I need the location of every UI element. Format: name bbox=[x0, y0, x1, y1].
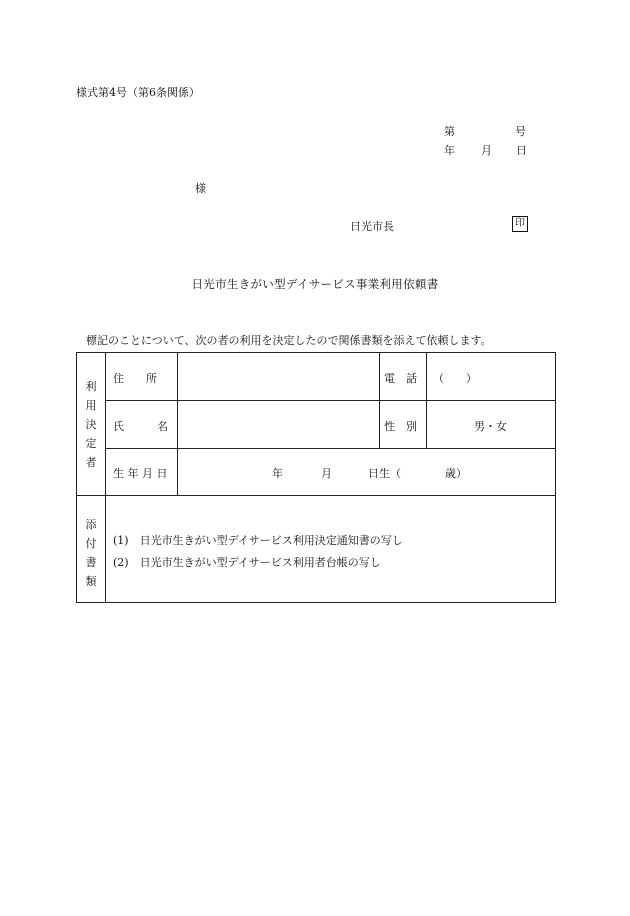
address-field[interactable] bbox=[178, 354, 378, 399]
phone-field[interactable]: （ ） bbox=[433, 372, 477, 385]
birth-month-label: 月 bbox=[321, 467, 332, 480]
name-label: 氏 名 bbox=[113, 420, 168, 433]
birth-year-label: 年 bbox=[272, 467, 283, 480]
date-year-label: 年 bbox=[444, 144, 455, 157]
attachment-item: (1) 日光市生きがい型デイサービス利用決定通知書の写し bbox=[113, 534, 403, 547]
date-month-label: 月 bbox=[481, 144, 492, 157]
age-label: 歳） bbox=[445, 467, 467, 480]
birth-day-label: 日生（ bbox=[368, 467, 401, 480]
section-label-user: 利用決定者 bbox=[85, 380, 97, 469]
section-label-attachments: 添付書類 bbox=[85, 518, 97, 588]
column-divider bbox=[379, 353, 380, 448]
document-title: 日光市生きがい型デイサービス事業利用依頼書 bbox=[191, 277, 439, 291]
birthdate-label: 生 年 月 日 bbox=[113, 467, 168, 480]
request-table bbox=[76, 352, 556, 603]
row-divider bbox=[106, 448, 556, 449]
attachment-item: (2) 日光市生きがい型デイサービス利用者台帳の写し bbox=[113, 556, 381, 569]
date-day-label: 日 bbox=[516, 144, 527, 157]
document-number-suffix: 号 bbox=[515, 125, 526, 138]
issuer-title: 日光市長 bbox=[350, 220, 394, 233]
gender-field[interactable]: 男・女 bbox=[474, 420, 507, 433]
form-number: 様式第4号（第6条関係） bbox=[76, 86, 200, 99]
column-divider bbox=[426, 353, 427, 448]
name-field[interactable] bbox=[178, 401, 378, 447]
addressee-honorific: 様 bbox=[195, 182, 206, 195]
gender-label: 性 別 bbox=[384, 420, 417, 433]
column-divider bbox=[105, 353, 106, 602]
address-label: 住 所 bbox=[113, 372, 157, 385]
document-number-prefix: 第 bbox=[444, 125, 455, 138]
intro-text: 標記のことについて、次の者の利用を決定したので関係書類を添えて依頼します。 bbox=[86, 334, 492, 347]
seal-mark: 印 bbox=[512, 216, 528, 232]
phone-label: 電 話 bbox=[384, 372, 417, 385]
section-divider bbox=[77, 495, 556, 496]
